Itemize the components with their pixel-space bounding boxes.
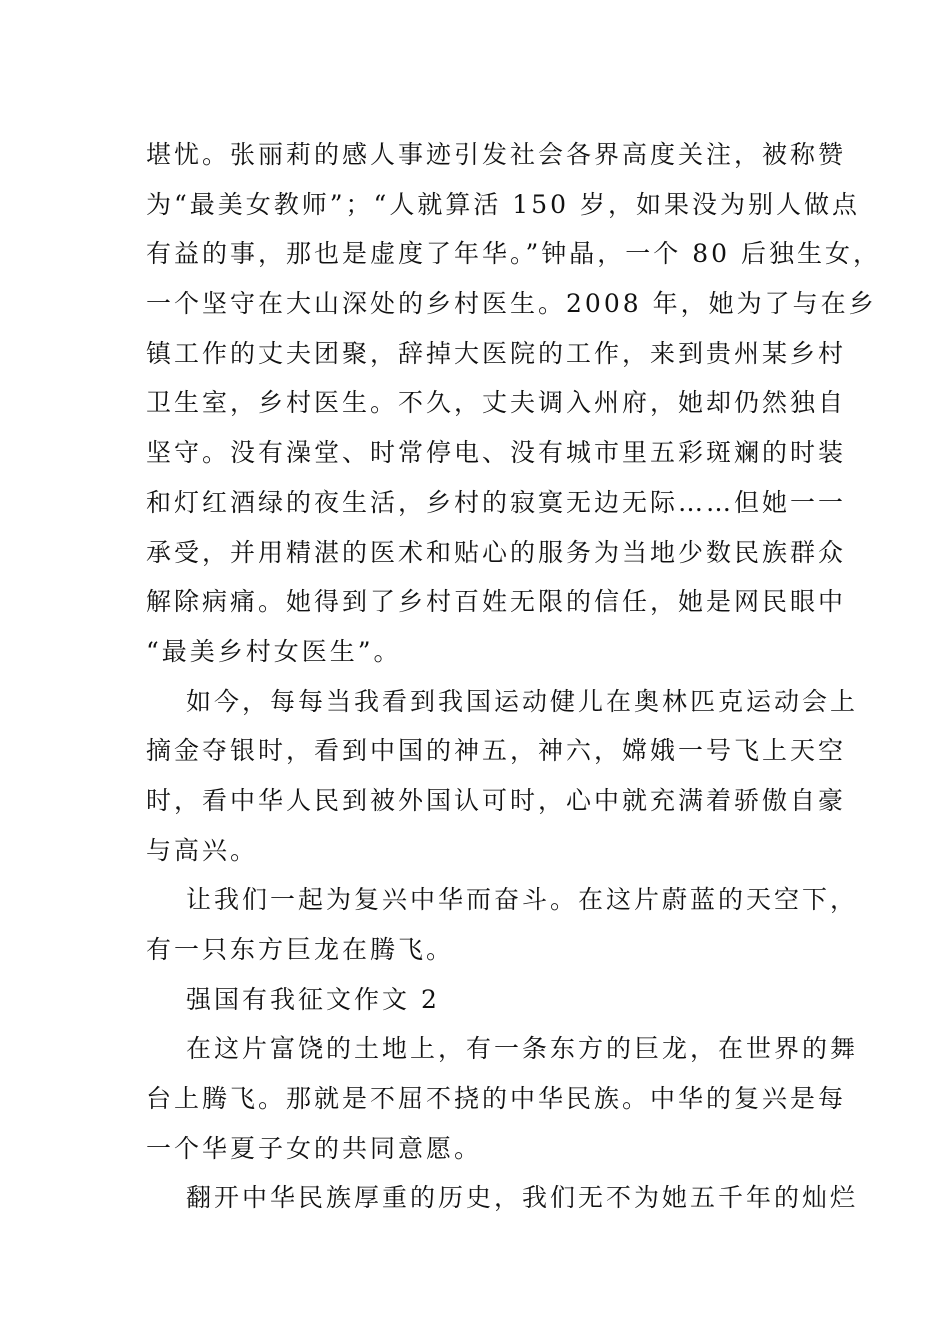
text-line: 解除病痛。她得到了乡村百姓无限的信任，她是网民眼中 bbox=[146, 587, 847, 617]
paragraph-start-line: 如今，每每当我看到我国运动健儿在奥林匹克运动会上 bbox=[186, 686, 859, 716]
text-line: 一个华夏子女的共同意愿。 bbox=[146, 1133, 483, 1163]
text-line: “最美乡村女医生”。 bbox=[146, 636, 402, 666]
paragraph-start-line: 翻开中华民族厚重的历史，我们无不为她五千年的灿烂 bbox=[186, 1183, 859, 1213]
text-line: 一个坚守在大山深处的乡村医生。2008 年，她为了与在乡 bbox=[146, 289, 877, 319]
text-line: 台上腾飞。那就是不屈不挠的中华民族。中华的复兴是每 bbox=[146, 1084, 847, 1114]
text-line: 摘金夺银时，看到中国的神五，神六，嫦娥一号飞上天空 bbox=[146, 736, 847, 766]
text-line: 坚守。没有澡堂、时常停电、没有城市里五彩斑斓的时装 bbox=[146, 438, 847, 468]
text-line: 时，看中华人民到被外国认可时，心中就充满着骄傲自豪 bbox=[146, 785, 847, 815]
text-line: 有益的事，那也是虚度了年华。”钟晶，一个 80 后独生女， bbox=[146, 239, 881, 269]
text-line: 和灯红酒绿的夜生活，乡村的寂寞无边无际……但她一一 bbox=[146, 487, 847, 517]
paragraph-start-line: 在这片富饶的土地上，有一条东方的巨龙，在世界的舞 bbox=[186, 1034, 859, 1064]
text-line: 堪忧。张丽莉的感人事迹引发社会各界高度关注，被称赞 bbox=[146, 140, 847, 169]
paragraph-start-line: 让我们一起为复兴中华而奋斗。在这片蔚蓝的天空下， bbox=[186, 885, 859, 915]
text-line: 承受，并用精湛的医术和贴心的服务为当地少数民族群众 bbox=[146, 537, 847, 567]
text-line: 镇工作的丈夫团聚，辞掉大医院的工作，来到贵州某乡村 bbox=[146, 338, 847, 368]
section-heading: 强国有我征文作文 2 bbox=[186, 984, 440, 1014]
document-body bbox=[146, 130, 881, 1223]
text-line: 为“最美女教师”；“人就算活 150 岁，如果没为别人做点 bbox=[146, 189, 860, 219]
text-line: 卫生室，乡村医生。不久，丈夫调入州府，她却仍然独自 bbox=[146, 388, 847, 418]
text-line: 有一只东方巨龙在腾飞。 bbox=[146, 935, 455, 964]
text-line: 与高兴。 bbox=[146, 835, 259, 865]
